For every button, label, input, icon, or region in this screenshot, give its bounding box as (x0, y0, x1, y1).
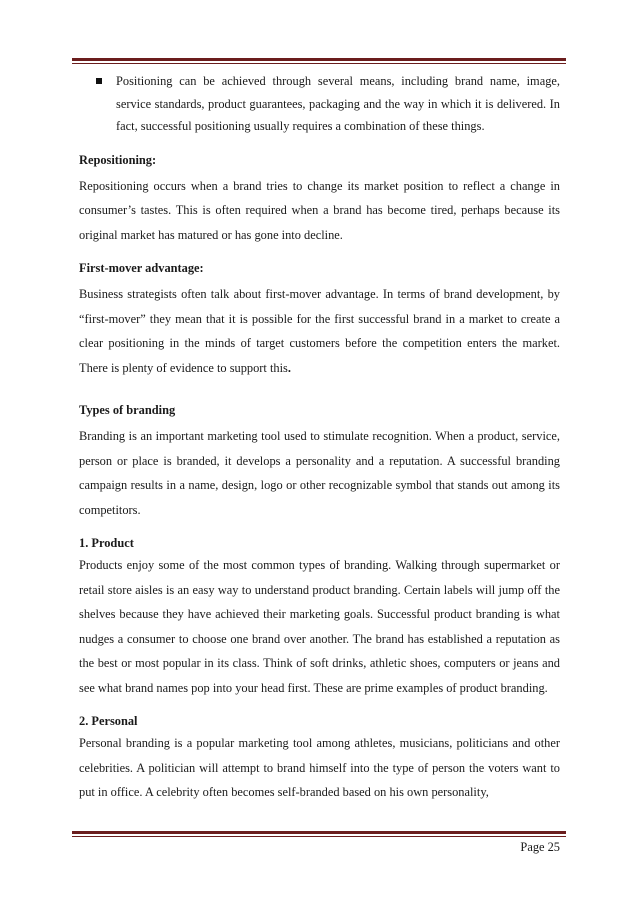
paragraph-first-mover (79, 282, 560, 380)
page-content (79, 70, 560, 805)
heading-product: 1. Product (79, 536, 134, 550)
paragraph-first-mover-end: . (287, 360, 291, 375)
page-number: Page 25 (520, 840, 560, 854)
heading-types-of-branding: Types of branding (79, 403, 176, 417)
header-rule (72, 58, 566, 61)
paragraph-personal: Personal branding is a popular marketing tool among athletes, musicians, politicians and other celebrities. A politician will attempt to brand himself into the type of person the voters want to put in office. A celebrity often becomes self-branded based on his own personality, (79, 736, 560, 799)
paragraph-first-mover-text: Business strategists often talk about first-mover advantage. In terms of brand development, by “first-mover” they mean that it is possible for the first successful brand in a market to create a clear positioning in the minds of target customers before the competition enters the market. There is plenty of evidence to support this (79, 287, 560, 375)
heading-repositioning: Repositioning: (79, 152, 157, 167)
paragraph-repositioning: Repositioning occurs when a brand tries to change its market position to reflect a change in consumer’s tastes. This is often required when a brand has become tired, perhaps because its original market has matured or has gone into decline. (79, 178, 560, 242)
square-bullet-icon (96, 78, 102, 84)
footer-rule (72, 831, 566, 834)
heading-first-mover: First-mover advantage: (79, 261, 204, 275)
paragraph-product: Products enjoy some of the most common types of branding. Walking through supermarket or retail store aisles is an easy way to understand product branding. Certain labels will jump off the shelves because they have achieved their marketing goals. Successful product branding is what nudges a consumer to choose one brand over another. The brand has established a reputation as the best or most popular in its class. Think of soft drinks, athletic shoes, computers or jeans and see what brand names pop into your head first. These are prime examples of product branding. (79, 558, 560, 695)
bullet-text: Positioning can be achieved through several means, including brand name, image, service standards, product guarantees, packaging and the way in which it is delivered. In fact, successful positioning usually requires a combination of these things. (116, 74, 560, 133)
bullet-item (79, 70, 560, 138)
paragraph-types-of-branding: Branding is an important marketing tool used to stimulate recognition. When a product, service, person or place is branded, it develops a personality and a reputation. A successful branding campaign results in a name, design, logo or other recognizable symbol that stands out among its competitors. (79, 429, 560, 517)
heading-personal: 2. Personal (79, 714, 138, 728)
